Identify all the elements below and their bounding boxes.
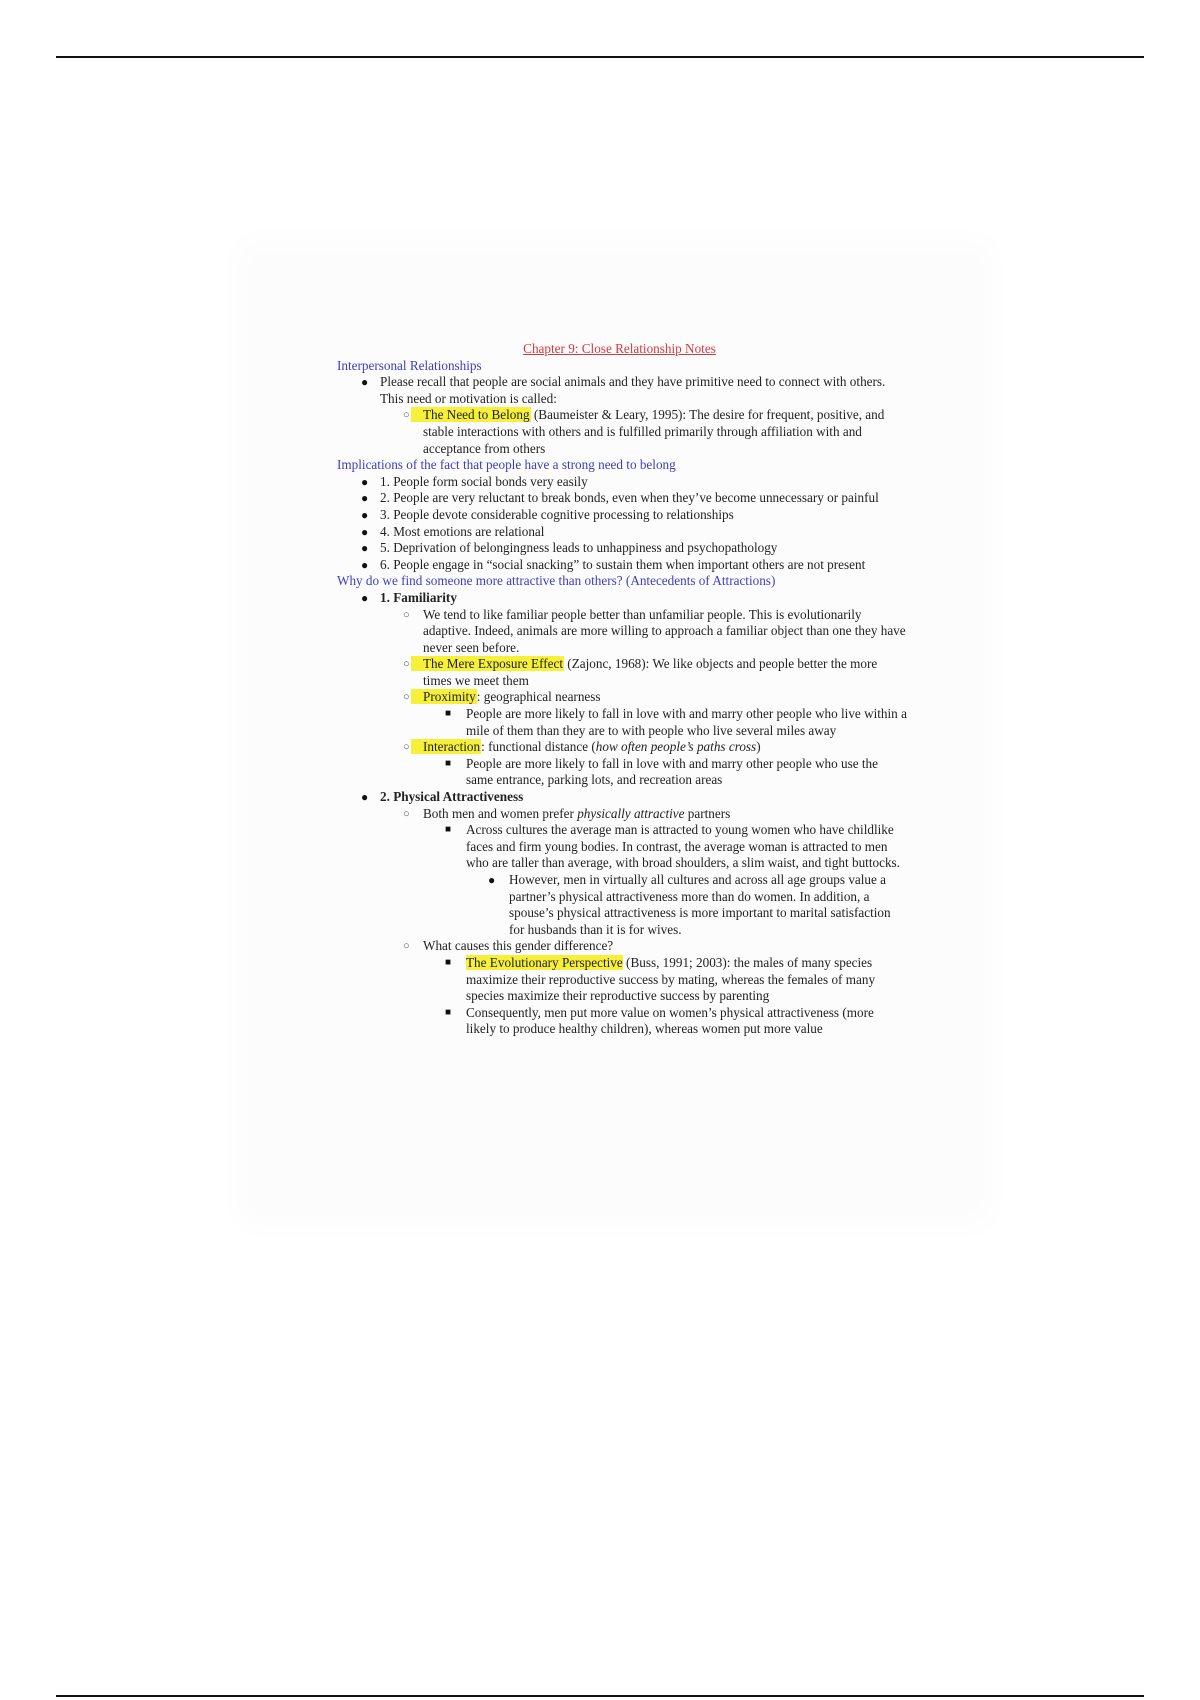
list-item: ● 3. People devote considerable cognitive processing to relationships (361, 506, 734, 522)
section-heading-implications: Implications of the fact that people have a strong need to belong (337, 457, 676, 473)
circle-bullet-icon: ○ (403, 409, 410, 422)
document-body (337, 341, 907, 1038)
disc-bullet-icon: ● (361, 590, 369, 605)
disc-bullet-icon: ● (361, 524, 369, 539)
square-bullet-icon: ■ (445, 708, 452, 720)
square-bullet-icon: ■ (445, 757, 452, 769)
list-item: ● 2. People are very reluctant to break bonds, even when they’ve become unnecessary or painful (361, 490, 879, 506)
highlighted-term: Proximity (411, 689, 477, 704)
list-item: ○ What causes this gender difference? (403, 938, 614, 954)
circle-bullet-icon: ○ (403, 807, 410, 820)
list-item: ● 1. People form social bonds very easily (361, 473, 588, 489)
list-item-physical: ● 2. Physical Attractiveness (361, 789, 524, 805)
list-item: ○ We tend to like familiar people better than unfamiliar people. This is evolutionarily adaptive. Indeed, animals are more willing to approach a familiar object than one they have never seen before. (403, 606, 906, 655)
list-item: ○ Proximity: geographical nearness (403, 689, 601, 705)
list-item: ● Please recall that people are social animals and they have primitive need to connect with others. This need or motivation is called: (361, 374, 886, 406)
list-item: ● However, men in virtually all cultures and across all age groups value a partner’s physical attractiveness more than do women. In addition, a spouse’s physical attractiveness is more important to marital satisfaction for husbands than it is for wives. (488, 872, 891, 937)
list-item: ■ Across cultures the average man is attracted to young women who have childlike faces and firm young bodies. In contrast, the average woman is attracted to men who are taller than average, with broad shoulders, a slim waist, and tight buttocks. (445, 822, 900, 871)
list-item: ● 4. Most emotions are relational (361, 523, 545, 539)
document-title: Chapter 9: Close Relationship Notes (523, 341, 716, 356)
bottom-rule (56, 1695, 1144, 1697)
list-item: ○ Both men and women prefer physically attractive partners (403, 805, 731, 821)
square-bullet-icon: ■ (445, 1006, 452, 1018)
highlighted-term: The Mere Exposure Effect (411, 656, 564, 671)
list-item-familiarity: ● 1. Familiarity (361, 589, 457, 605)
disc-bullet-icon: ● (361, 507, 369, 522)
disc-bullet-icon: ● (361, 491, 369, 506)
list-item: ● 5. Deprivation of belongingness leads to unhappiness and psychopathology (361, 540, 778, 556)
list-item: ○ The Mere Exposure Effect (Zajonc, 1968): We like objects and people better the more times we meet them (403, 656, 878, 688)
list-item: ■ Consequently, men put more value on women’s physical attractiveness (more likely to produce healthy children), whereas women put more value (445, 1004, 874, 1037)
list-item: ■ People are more likely to fall in love with and marry other people who use the same entrance, parking lots, and recreation areas (445, 755, 878, 788)
list-item: ■ People are more likely to fall in love with and marry other people who live within a mile of them than they are to with people who live several miles away (445, 706, 907, 738)
highlighted-term: Interaction (411, 739, 481, 754)
disc-bullet-icon: ● (361, 375, 369, 390)
disc-bullet-icon: ● (361, 474, 369, 489)
list-item: ● 6. People engage in “social snacking” to sustain them when important others are not present (361, 556, 866, 572)
circle-bullet-icon: ○ (403, 940, 410, 953)
circle-bullet-icon: ○ (403, 608, 410, 621)
top-rule (56, 56, 1144, 58)
disc-bullet-icon: ● (361, 541, 369, 556)
circle-bullet-icon: ○ (403, 691, 410, 704)
disc-bullet-icon: ● (361, 557, 369, 572)
disc-bullet-icon: ● (361, 790, 369, 805)
square-bullet-icon: ■ (445, 824, 452, 836)
highlighted-term: The Need to Belong (411, 407, 531, 422)
section-heading-interpersonal: Interpersonal Relationships (337, 357, 482, 373)
list-item: ○ The Need to Belong (Baumeister & Leary, 1995): The desire for frequent, positive, and stable interactions with others and is fulfilled primarily through affiliation with and acceptance from others (403, 407, 885, 456)
list-item: ■ The Evolutionary Perspective (Buss, 1991; 2003): the males of many species maximize their reproductive success by mating, whereas the females of many species maximize their reproductive success by parenting (445, 954, 876, 1004)
list-item: ○ Interaction: functional distance (how often people’s paths cross) (403, 739, 761, 755)
circle-bullet-icon: ○ (403, 741, 410, 754)
circle-bullet-icon: ○ (403, 658, 410, 671)
section-heading-attraction: Why do we find someone more attractive than others? (Antecedents of Attractions) (337, 573, 776, 589)
square-bullet-icon: ■ (445, 956, 452, 968)
highlighted-term: The Evolutionary Perspective (466, 954, 623, 970)
disc-bullet-icon: ● (488, 873, 496, 887)
